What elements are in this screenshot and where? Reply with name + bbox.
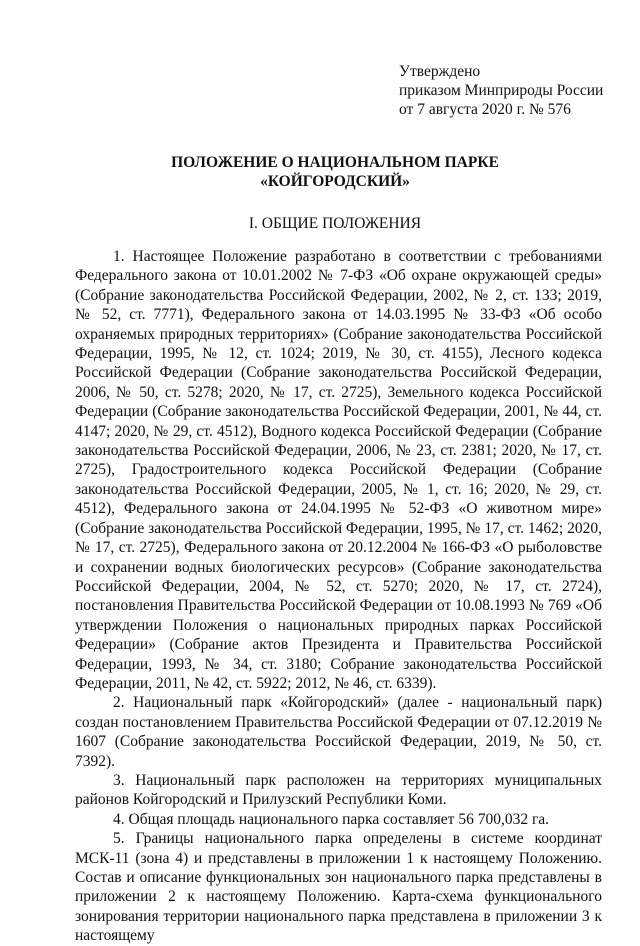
section-heading: I. ОБЩИЕ ПОЛОЖЕНИЯ (248, 215, 422, 232)
document-title (0, 153, 640, 191)
paragraph-4: 4. Общая площадь национального парка составляет 56 700,032 га. (113, 810, 550, 828)
document-title-line-2: «КОЙГОРОДСКИЙ» (260, 173, 410, 190)
paragraph-2: 2. Национальный парк «Койгородский» (далее - национальный парк) создан постановлением Правительства Российской Федерации от 07.12.2019 № 1607 (Собрание законодательства Российской Федерации, 2019, № 50, ст. 7392). (75, 694, 602, 770)
paragraph-5: 5. Границы национального парка определены в системе координат МСК-11 (зона 4) и представлены в приложении 1 к настоящему Положению. Состав и описание функциональных зон национального парка представлены в приложении 2 к настоящему Положению. Карта-схема функционального зонирования территории национального парка представлена в приложении 3 к настоящему (75, 830, 602, 945)
approval-line-1: Утверждено (399, 63, 481, 80)
document-body (75, 247, 602, 946)
approval-block (399, 62, 603, 119)
paragraph-1: 1. Настоящее Положение разработано в соответствии с требованиями Федерального закона от 10.01.2002 № 7-ФЗ «Об охране окружающей среды» (Собрание законодательства Российской Федерации, 2002, № 2, ст. 133; 2019, № 52, ст. 7771), Федерального закона от 14.03.1995 № 33-ФЗ «Об особо охраняемых природных территориях» (Собрание законодательства Российской Федерации, 1995, № 12, ст. 1024; 2019, № 30, ст. 4155), Лесного кодекса Российской Федерации (Собрание законодательства Российской Федерации, 2006, № 50, ст. 5278; 2020, № 17, ст. 2725), Земельного кодекса Российской Федерации (Собрание законодательства Российской Федерации, 2001, № 44, ст. 4147; 2020, № 29, ст. 4512), Водного кодекса Российской Федерации (Собрание законодательства Российской Федерации, 2006, № 23, ст. 2381; 2020, № 17, ст. 2725), Градостроительного кодекса Российской Федерации (Собрание законодательства Российской Федерации, 2005, № 1, ст. 16; 2020, № 29, ст. 4512), Федерального закона от 24.04.1995 № 52-ФЗ «О животном мире» (Собрание законодательства Российской Федерации, 1995, № 17, ст. 1462; 2020, № 17, ст. 2725), Федерального закона от 20.12.2004 № 166-ФЗ «О рыболовстве и сохранении водных биологических ресурсов» (Собрание законодательства Российской Федерации, 2004, № 52, ст. 5270; 2020, № 17, ст. 2724), постановления Правительства Российской Федерации от 10.08.1993 № 769 «Об утверждении Положения о национальных природных парках Российской Федерации» (Собрание актов Президента и Правительства Российской Федерации, 1993, № 34, ст. 3180; Собрание законодательства Российской Федерации, 2011, № 42, ст. 5922; 2012, № 46, ст. 6339). (75, 248, 602, 692)
document-title-line-1: ПОЛОЖЕНИЕ О НАЦИОНАЛЬНОМ ПАРКЕ (171, 154, 499, 171)
approval-line-2: приказом Минприроды России (399, 82, 604, 99)
approval-line-3: от 7 августа 2020 г. № 576 (399, 101, 571, 118)
paragraph-3: 3. Национальный парк расположен на территориях муниципальных районов Койгородский и Прилузский Республики Коми. (75, 771, 602, 809)
